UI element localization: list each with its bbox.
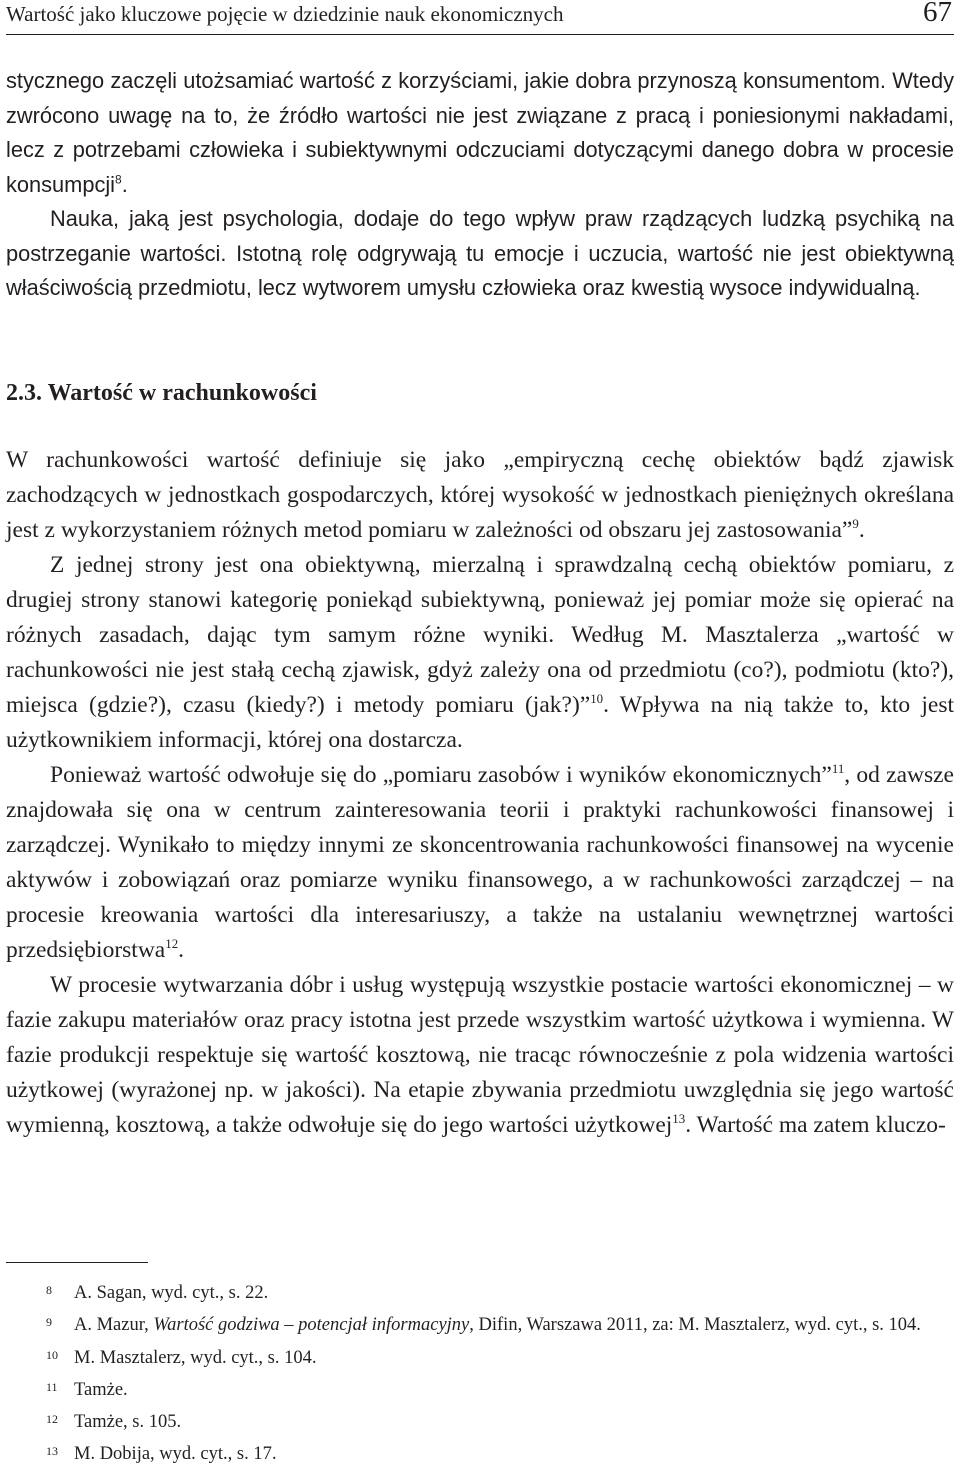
footnote [6, 1341, 954, 1373]
footnotes [6, 1276, 954, 1470]
footnote-ref: 8 [115, 172, 122, 187]
footnote-text: Tamże, s. 105. [74, 1412, 182, 1433]
footnote-title: Wartość godziwa – potencjał informacyjny [153, 1315, 470, 1336]
paragraph-text: . Wpływa na nią także to, kto jest użytkownikiem informacji, której ona dostarcza. [6, 692, 954, 753]
footnote-ref: 10 [590, 691, 604, 707]
intro-text-block [6, 64, 954, 306]
footnote-text: , Difin, Warszawa 2011, za: M. Masztalerz, wyd. cyt., s. 104. [469, 1315, 921, 1336]
footnote [6, 1437, 954, 1469]
footnote-number: 9 [46, 1315, 52, 1330]
paragraph-text: Ponieważ wartość odwołuje się do „pomiaru zasobów i wyników ekonomicznych” [50, 762, 832, 788]
page-number: 67 [923, 0, 952, 28]
footnote-text: A. Mazur, [74, 1315, 154, 1336]
paragraph-text: stycznego zaczęli utożsamiać wartość z korzyściami, jakie dobra przynoszą konsumentom. Wtedy zwrócono uwagę na to, że źródło wartości nie jest związane z pracą i poniesionymi nakładami, lecz z potrzebami człowieka i subiektywnymi odczuciami dotyczącymi danego dobra w procesie konsumpcji [6, 68, 954, 197]
footnote-ref: 12 [165, 936, 179, 952]
paragraph [6, 758, 954, 968]
paragraph-text: W rachunkowości wartość definiuje się jako „empiryczną cechę obiektów bądź zjawisk zachodzących w jednostkach gospodarczych, której wysokość w jednostkach pieniężnych określana jest z wykorzystaniem różnych metod pomiaru w zależności od obszaru jej zastosowania” [6, 447, 954, 543]
section-heading: 2.3. Wartość w rachunkowości [6, 380, 317, 406]
paragraph [6, 443, 954, 548]
paragraph-text: . [178, 937, 185, 963]
footnote-text: M. Masztalerz, wyd. cyt., s. 104. [74, 1347, 317, 1368]
footnote-number: 10 [46, 1347, 58, 1362]
paragraph-text: . [858, 517, 865, 543]
footnote-ref: 9 [852, 516, 859, 532]
paragraph-text: . Wartość ma zatem kluczo- [685, 1112, 946, 1138]
footnote-number: 12 [46, 1412, 58, 1427]
paragraph-text: , od zawsze znajdowała się ona w centrum zainteresowania teorii i praktyki rachunkowości finansowej i zarządczej. Wynikało to między innymi ze skoncentrowania rachunkowości finansowej na wycenie aktywów i zobowiązań oraz pomiarze wyniku finansowego, a w rachunkowości zarządczej – na procesie kreowania wartości dla interesariuszy, a także na ustalaniu wewnętrznej wartości przedsiębiorstwa [6, 762, 954, 963]
running-title: Wartość jako kluczowe pojęcie w dziedzinie nauk ekonomicznych [6, 2, 564, 26]
paragraph [6, 548, 954, 758]
footnote [6, 1373, 954, 1405]
footnote [6, 1276, 954, 1308]
footnote-text: M. Dobija, wyd. cyt., s. 17. [74, 1444, 277, 1465]
paragraph-text: W procesie wytwarzania dóbr i usług występują wszystkie postacie wartości ekonomicznej – w fazie zakupu materiałów oraz pracy istotna jest przede wszystkim wartość użytkowa i wymienna. W fazie produkcji respektuje się wartość kosztową, nie tracąc równocześnie z pola widzenia wartości użytkowej (wyrażonej np. w jakości). Na etapie zbywania przedmiotu uwzględnia się jego wartość wymienną, kosztową, a także odwołuje się do jego wartości użytkowej [6, 972, 954, 1138]
footnote [6, 1405, 954, 1437]
paragraph [6, 64, 954, 202]
paragraph [6, 968, 954, 1143]
footnote-text: A. Sagan, wyd. cyt., s. 22. [74, 1283, 269, 1303]
footnote-number: 8 [46, 1283, 52, 1297]
paragraph-text: . [121, 171, 128, 197]
footnote-divider [6, 1262, 148, 1263]
footnote-text: Tamże. [74, 1379, 128, 1400]
footnote-ref: 11 [831, 761, 845, 777]
footnote-ref: 13 [672, 1111, 686, 1127]
footnote [6, 1308, 954, 1340]
footnote-number: 13 [46, 1444, 58, 1459]
running-header [6, 0, 954, 35]
footnote-number: 11 [46, 1379, 58, 1394]
main-text-block [6, 443, 954, 1143]
paragraph-text: Z jednej strony jest ona obiektywną, mierzalną i sprawdzalną cechą obiektów pomiaru, z drugiej strony stanowi kategorię poniekąd subiektywną, ponieważ jej pomiar może się opierać na różnych zasadach, dając tym samym różne wyniki. Według M. Masztalerza „wartość w rachunkowości nie jest stałą cechą zjawisk, gdyż zależy ona od przedmiotu (co?), podmiotu (kto?), miejsca (gdzie?), czasu (kiedy?) i metody pomiaru (jak?)” [6, 552, 954, 718]
paragraph: Nauka, jaką jest psychologia, dodaje do tego wpływ praw rządzących ludzką psychiką na postrzeganie wartości. Istotną rolę odgrywają tu emocje i uczucia, wartość nie jest obiektywną właściwością przedmiotu, lecz wytworem umysłu człowieka oraz kwestią wysoce indywidualną. [6, 206, 954, 300]
